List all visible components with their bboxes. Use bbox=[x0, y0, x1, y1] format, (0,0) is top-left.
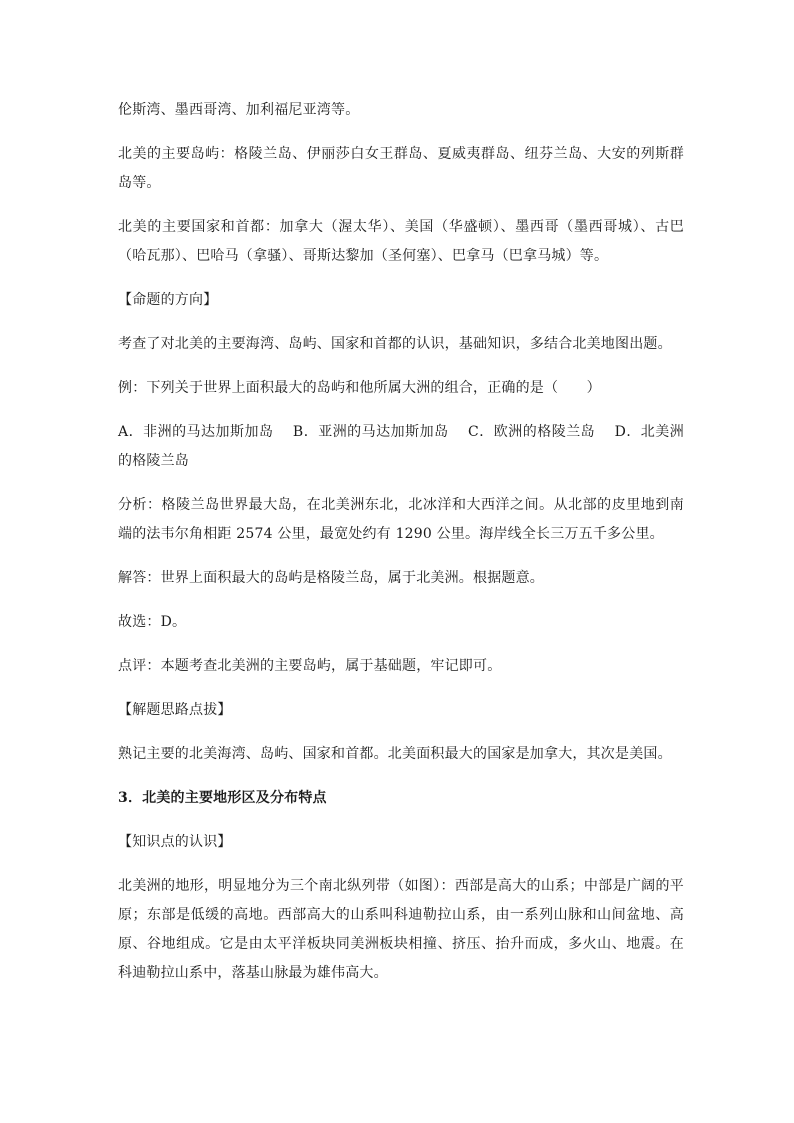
paragraph-tips: 熟记主要的北美海湾、岛屿、国家和首都。北美面积最大的国家是加拿大，其次是美国。 bbox=[118, 746, 672, 762]
section-heading-solving-tips: 【解题思路点拔】 bbox=[118, 702, 232, 718]
section-title-landforms: 3．北美的主要地形区及分布特点 bbox=[118, 790, 327, 806]
paragraph-landforms: 北美洲的地形，明显地分为三个南北纵列带（如图）：西部是高大的山系；中部是广阔的平原；东部是低缓的高地。西部高大的山系叫科迪勒拉山系，由一系列山脉和山间盆地、高原、谷地组成。它是由太平洋板块同美洲板块相撞、挤压、抬升而成，多火山、地震。在科迪勒拉山系中，落基山脉最为雄伟高大。 bbox=[118, 878, 684, 981]
section-heading-question-direction: 【命题的方向】 bbox=[118, 292, 218, 308]
paragraph-gulfs-end: 伦斯湾、墨西哥湾、加利福尼亚湾等。 bbox=[118, 102, 360, 118]
paragraph-answer-options: A．非洲的马达加斯加岛 B．亚洲的马达加斯加岛 C．欧洲的格陵兰岛 D．北美洲的格陵兰岛 bbox=[118, 424, 684, 469]
paragraph-comment: 点评：本题考查北美洲的主要岛屿，属于基础题，牢记即可。 bbox=[118, 658, 502, 674]
paragraph-islands: 北美的主要岛屿：格陵兰岛、伊丽莎白女王群岛、夏威夷群岛、纽芬兰岛、大安的列斯群岛等。 bbox=[118, 146, 684, 191]
paragraph-analysis: 分析：格陵兰岛世界最大岛，在北美洲东北，北冰洋和大西洋之间。从北部的皮里地到南端的法韦尔角相距 2574 公里，最宽处约有 1290 公里。海岸线全长三万五千多公里。 bbox=[118, 497, 684, 542]
paragraph-example-question: 例：下列关于世界上面积最大的岛屿和他所属大洲的组合，正确的是（ ） bbox=[118, 380, 601, 396]
document-page bbox=[118, 96, 684, 1003]
paragraph-question-intro: 考查了对北美的主要海湾、岛屿、国家和首都的认识，基础知识，多结合北美地图出题。 bbox=[118, 336, 672, 352]
paragraph-solution: 解答：世界上面积最大的岛屿是格陵兰岛，属于北美洲。根据题意。 bbox=[118, 570, 544, 586]
paragraph-countries-capitals: 北美的主要国家和首都：加拿大（渥太华）、美国（华盛顿）、墨西哥（墨西哥城）、古巴（哈瓦那）、巴哈马（拿骚）、哥斯达黎加（圣何塞）、巴拿马（巴拿马城）等。 bbox=[118, 219, 684, 264]
paragraph-answer: 故选：D。 bbox=[118, 614, 187, 630]
section-heading-knowledge: 【知识点的认识】 bbox=[118, 834, 232, 850]
